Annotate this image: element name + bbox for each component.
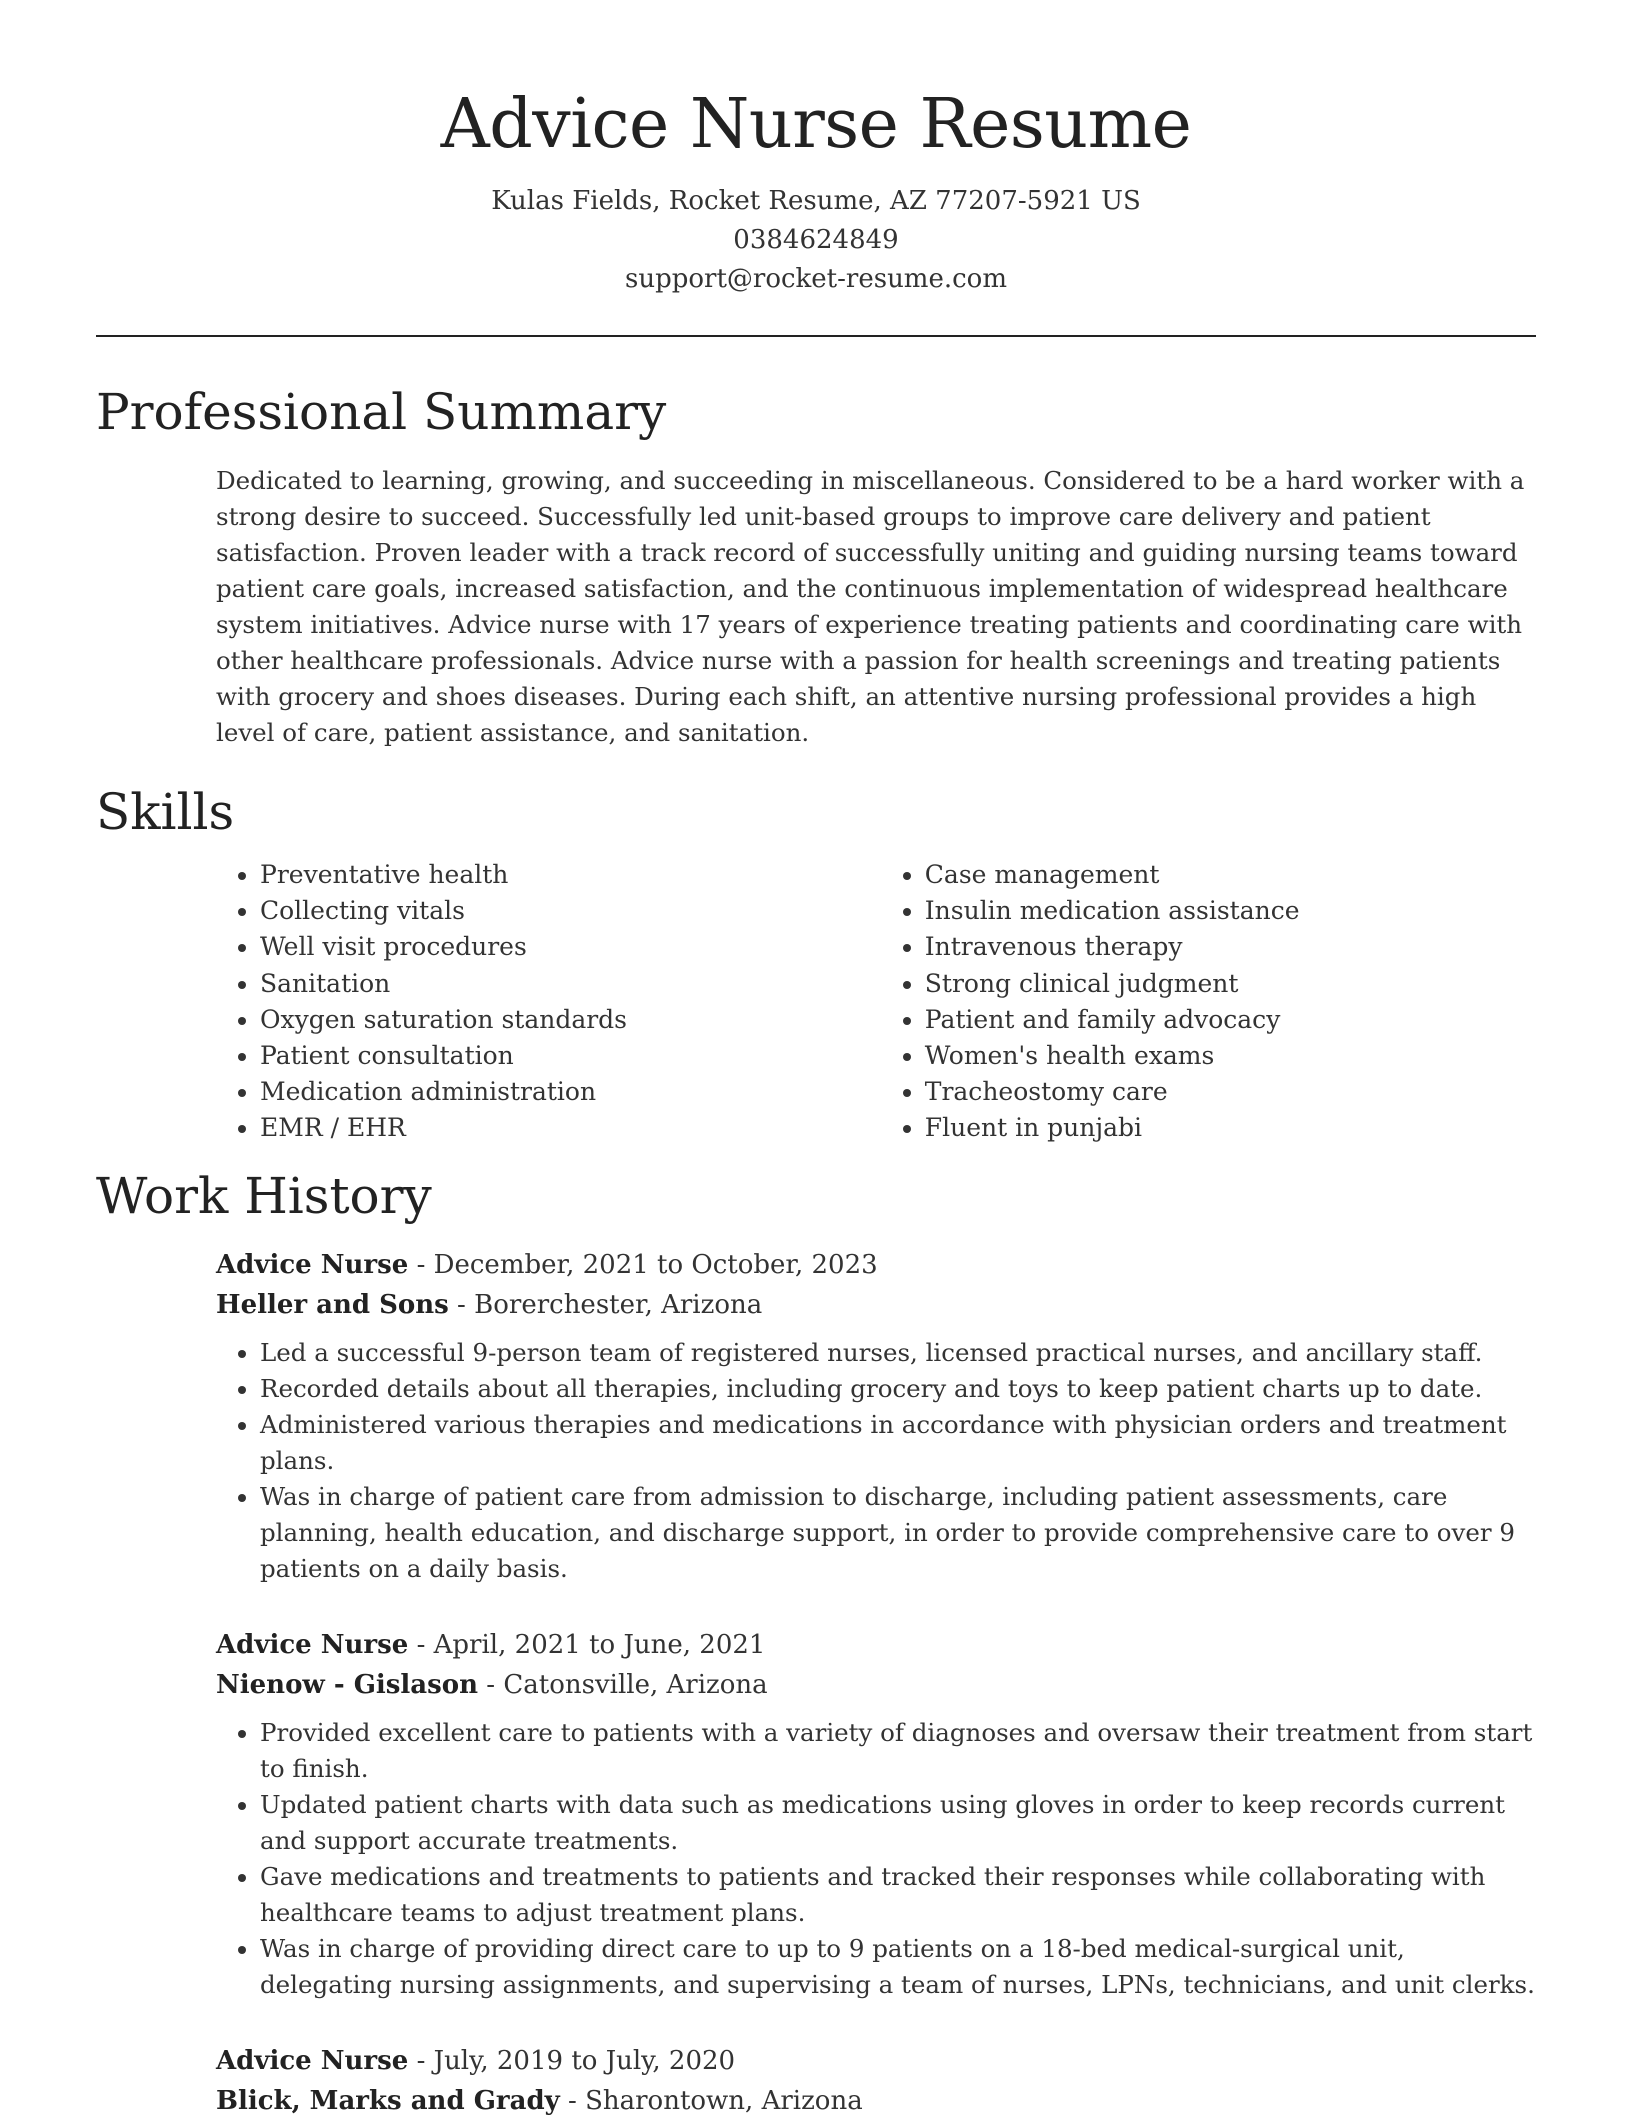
skills-section bbox=[96, 779, 1536, 1147]
job-duty-item: • Administered various therapies and medications in accordance with physician orders and treatment plans. bbox=[260, 1407, 1536, 1479]
resume-page bbox=[96, 0, 1536, 2121]
skill-item: • Patient consultation bbox=[260, 1038, 881, 1074]
job-company: Heller and Sons bbox=[216, 1289, 449, 1320]
job-employer-line bbox=[216, 1665, 1536, 1705]
job-duties bbox=[216, 1715, 1536, 2003]
separator: - bbox=[478, 1669, 504, 1700]
skill-item: • Intravenous therapy bbox=[925, 929, 1536, 965]
work-history-section bbox=[96, 1163, 1536, 2121]
skill-item: • Case management bbox=[925, 857, 1536, 893]
summary-heading: Professional Summary bbox=[96, 383, 667, 441]
job-title-line bbox=[216, 1625, 1536, 1665]
job-dates: December, 2021 to October, 2023 bbox=[433, 1249, 878, 1280]
job-location: Sharontown, Arizona bbox=[585, 2085, 863, 2116]
contact-block bbox=[96, 182, 1536, 299]
summary-section bbox=[96, 379, 1536, 751]
job-duty-item: • Recorded details about all therapies, including grocery and toys to keep patient charts up to date. bbox=[260, 1371, 1536, 1407]
job-entry bbox=[216, 1625, 1536, 2003]
resume-title: Advice Nurse Resume bbox=[440, 85, 1192, 164]
separator: - bbox=[559, 2085, 586, 2116]
job-title: Advice Nurse bbox=[216, 1249, 409, 1280]
job-location: Borerchester, Arizona bbox=[474, 1289, 763, 1320]
job-duty-item: • Updated patient charts with data such as medications using gloves in order to keep records current and support accurate treatments. bbox=[260, 1787, 1536, 1859]
skill-item: • Sanitation bbox=[260, 966, 881, 1002]
job-entry bbox=[216, 1245, 1536, 1587]
job-title: Advice Nurse bbox=[216, 2045, 409, 2076]
job-employer-line bbox=[216, 2081, 1536, 2121]
job-duties bbox=[216, 1335, 1536, 1587]
job-employer-line bbox=[216, 1285, 1536, 1325]
contact-phone: 0384624849 bbox=[733, 225, 899, 255]
separator: - bbox=[408, 1629, 434, 1660]
job-duty-item: • Led a successful 9-person team of registered nurses, licensed practical nurses, and ancillary staff. bbox=[260, 1335, 1536, 1371]
job-dates: July, 2019 to July, 2020 bbox=[433, 2045, 736, 2076]
job-company: Nienow - Gislason bbox=[216, 1669, 479, 1700]
skills-grid bbox=[216, 857, 1536, 1147]
skills-right-column bbox=[881, 857, 1536, 1147]
skills-heading: Skills bbox=[96, 783, 235, 841]
skill-item: • Fluent in punjabi bbox=[925, 1110, 1536, 1146]
skill-item: • Medication administration bbox=[260, 1074, 881, 1110]
header-divider bbox=[96, 335, 1536, 337]
contact-address: Kulas Fields, Rocket Resume, AZ 77207-5921 US bbox=[491, 186, 1141, 216]
separator: - bbox=[408, 2045, 434, 2076]
job-location: Catonsville, Arizona bbox=[503, 1669, 768, 1700]
skill-item: • Strong clinical judgment bbox=[925, 966, 1536, 1002]
skills-left-column bbox=[216, 857, 881, 1147]
summary-text: Dedicated to learning, growing, and succeeding in miscellaneous. Considered to be a hard worker with a strong desire to succeed. Successfully led unit-based groups to improve care delivery and patient satisfaction. Proven leader with a track record of successfully uniting and guiding nursing teams toward patient care goals, increased satisfaction, and the continuous implementation of widespread healthcare system initiatives. Advice nurse with 17 years of experience treating patients and coordinating care with other healthcare professionals. Advice nurse with a passion for health screenings and treating patients with grocery and shoes diseases. During each shift, an attentive nursing professional provides a high level of care, patient assistance, and sanitation. bbox=[216, 466, 1525, 747]
skill-item: • Well visit procedures bbox=[260, 929, 881, 965]
job-duty-item: • Gave medications and treatments to patients and tracked their responses while collaborating with healthcare teams to adjust treatment plans. bbox=[260, 1859, 1536, 1931]
job-company: Blick, Marks and Grady bbox=[216, 2085, 560, 2116]
skill-item: • EMR / EHR bbox=[260, 1110, 881, 1146]
job-title: Advice Nurse bbox=[216, 1629, 409, 1660]
skill-item: • Oxygen saturation standards bbox=[260, 1002, 881, 1038]
skill-item: • Women's health exams bbox=[925, 1038, 1536, 1074]
job-title-line bbox=[216, 1245, 1536, 1285]
separator: - bbox=[408, 1249, 434, 1280]
job-entry bbox=[216, 2041, 1536, 2121]
separator: - bbox=[448, 1289, 475, 1320]
skill-item: • Preventative health bbox=[260, 857, 881, 893]
job-duty-item: • Was in charge of providing direct care to up to 9 patients on a 18-bed medical-surgical unit, delegating nursing assignments, and supervising a team of nurses, LPNs, technicians, and unit clerks. bbox=[260, 1931, 1536, 2003]
skill-item: • Patient and family advocacy bbox=[925, 1002, 1536, 1038]
job-title-line bbox=[216, 2041, 1536, 2081]
resume-header bbox=[96, 0, 1536, 299]
skill-item: • Tracheostomy care bbox=[925, 1074, 1536, 1110]
work-history-heading: Work History bbox=[96, 1166, 432, 1225]
job-duty-item: • Provided excellent care to patients with a variety of diagnoses and oversaw their treatment from start to finish. bbox=[260, 1715, 1536, 1787]
skill-item: • Collecting vitals bbox=[260, 893, 881, 929]
contact-email: support@rocket-resume.com bbox=[624, 264, 1007, 294]
job-duty-item: • Was in charge of patient care from admission to discharge, including patient assessments, care planning, health education, and discharge support, in order to provide comprehensive care to over 9 patients on a daily basis. bbox=[260, 1479, 1536, 1587]
job-dates: April, 2021 to June, 2021 bbox=[433, 1629, 766, 1660]
skill-item: • Insulin medication assistance bbox=[925, 893, 1536, 929]
